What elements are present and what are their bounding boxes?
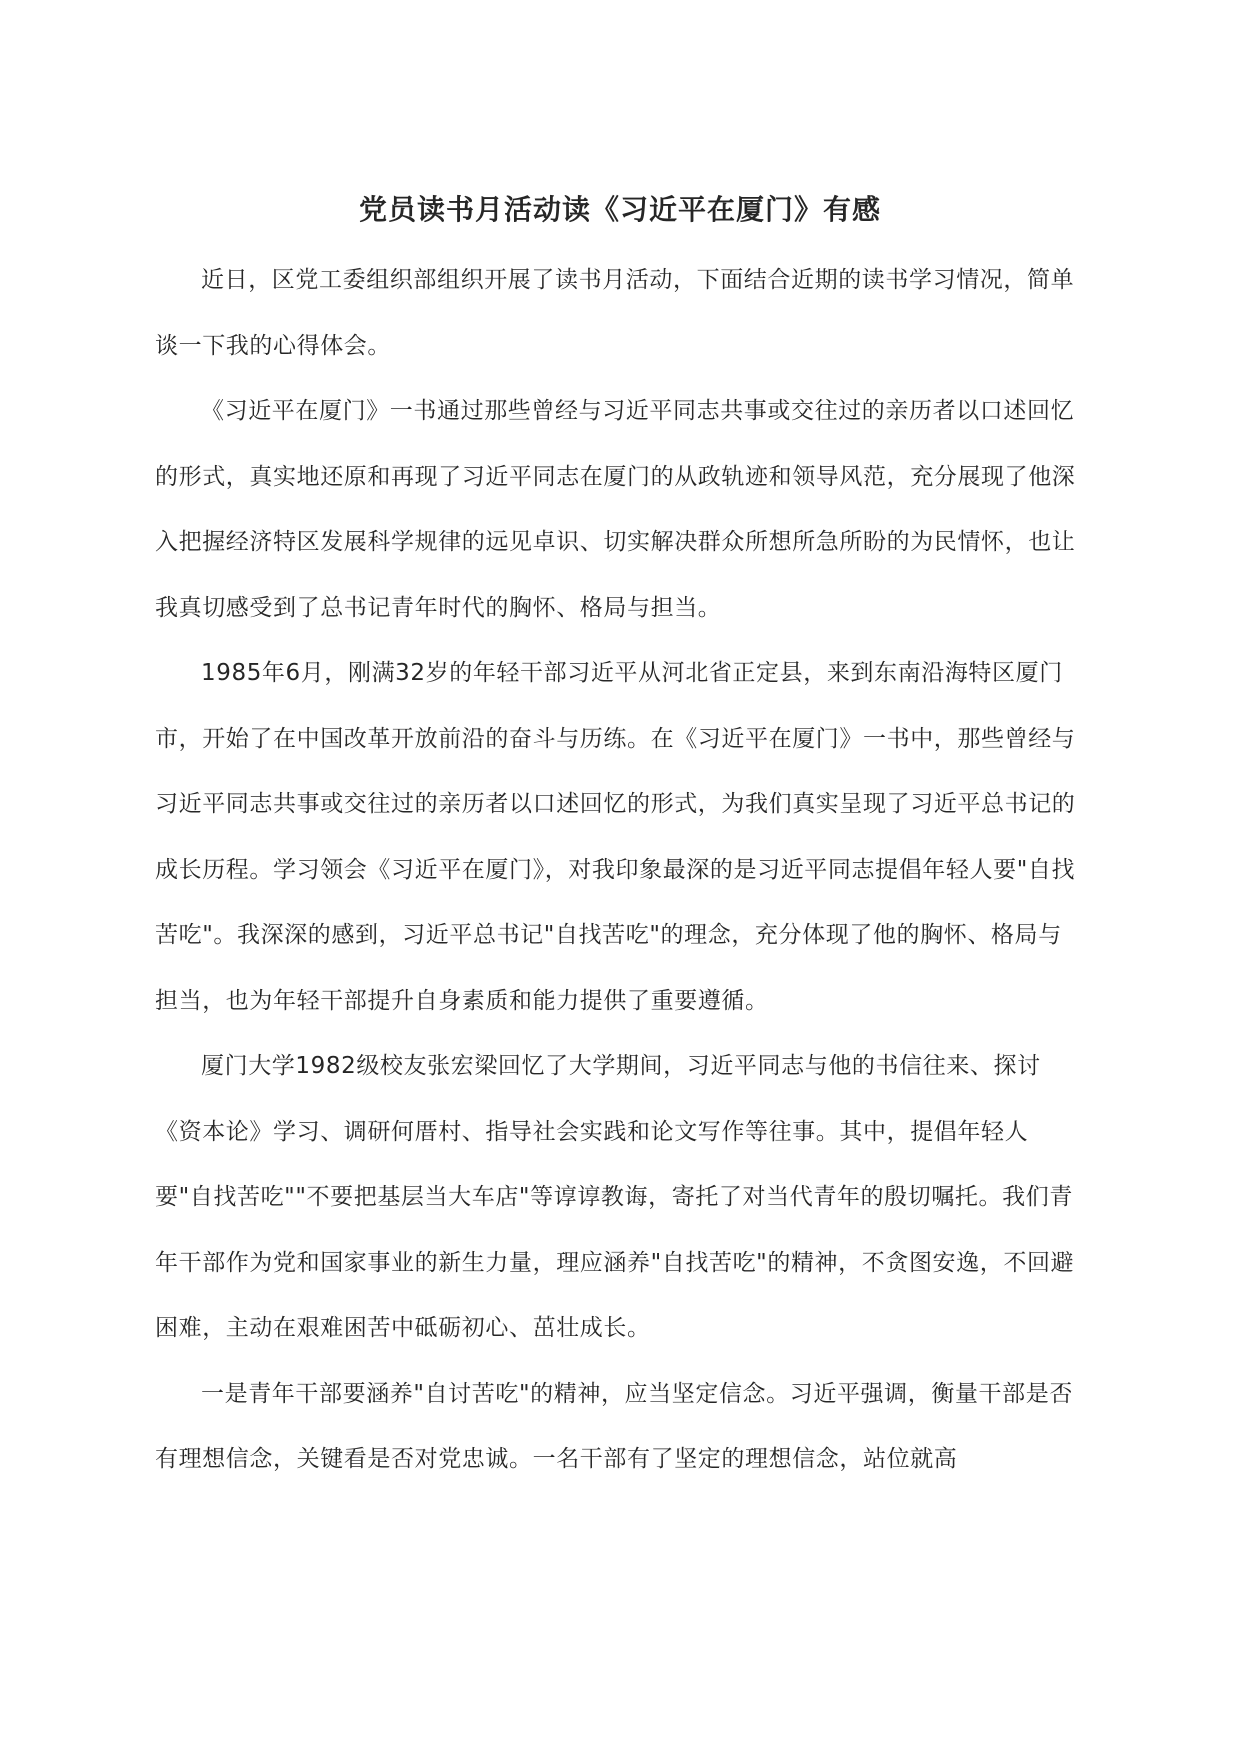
document-title: 党员读书月活动读《习近平在厦门》有感 — [358, 193, 881, 226]
paragraph-book-summary: 《习近平在厦门》一书通过那些曾经与习近平同志共事或交往过的亲历者以口述回忆的形式，真实地还原和再现了习近平同志在厦门的从政轨迹和领导风范，充分展现了他深入把握经济特区发展科学规律的远见卓识、切实解决群众所想所急所盼的为民情怀，也让我真切感受到了总书记青年时代的胸怀、格局与担当。 — [155, 398, 1076, 621]
paragraph-1985-xiamen: 1985年6月，刚满32岁的年轻干部习近平从河北省正定县，来到东南沿海特区厦门市，开始了在中国改革开放前沿的奋斗与历练。在《习近平在厦门》一书中，那些曾经与习近平同志共事或交往过的亲历者以口述回忆的形式，为我们真实呈现了习近平总书记的成长历程。学习领会《习近平在厦门》，对我印象最深的是习近平同志提倡年轻人要"自找苦吃"。我深深的感到，习近平总书记"自找苦吃"的理念，充分体现了他的胸怀、格局与担当，也为年轻干部提升自身素质和能力提供了重要遵循。 — [155, 660, 1076, 1014]
paragraph-intro: 近日，区党工委组织部组织开展了读书月活动，下面结合近期的读书学习情况，简单谈一下我的心得体会。 — [155, 267, 1075, 359]
document-body — [155, 248, 1085, 1493]
paragraph-point-one: 一是青年干部要涵养"自讨苦吃"的精神，应当坚定信念。习近平强调，衡量干部是否有理想信念，关键看是否对党忠诚。一名干部有了坚定的理想信念，站位就高 — [155, 1380, 1073, 1472]
paragraph-zhang-hongliang: 厦门大学1982级校友张宏梁回忆了大学期间，习近平同志与他的书信往来、探讨《资本论》学习、调研何厝村、指导社会实践和论文写作等往事。其中，提倡年轻人要"自找苦吃""不要把基层当大车店"等谆谆教诲，寄托了对当代青年的殷切嘱托。我们青年干部作为党和国家事业的新生力量，理应涵养"自找苦吃"的精神，不贪图安逸，不回避困难，主动在艰难困苦中砥砺初心、茁壮成长。 — [155, 1053, 1075, 1341]
